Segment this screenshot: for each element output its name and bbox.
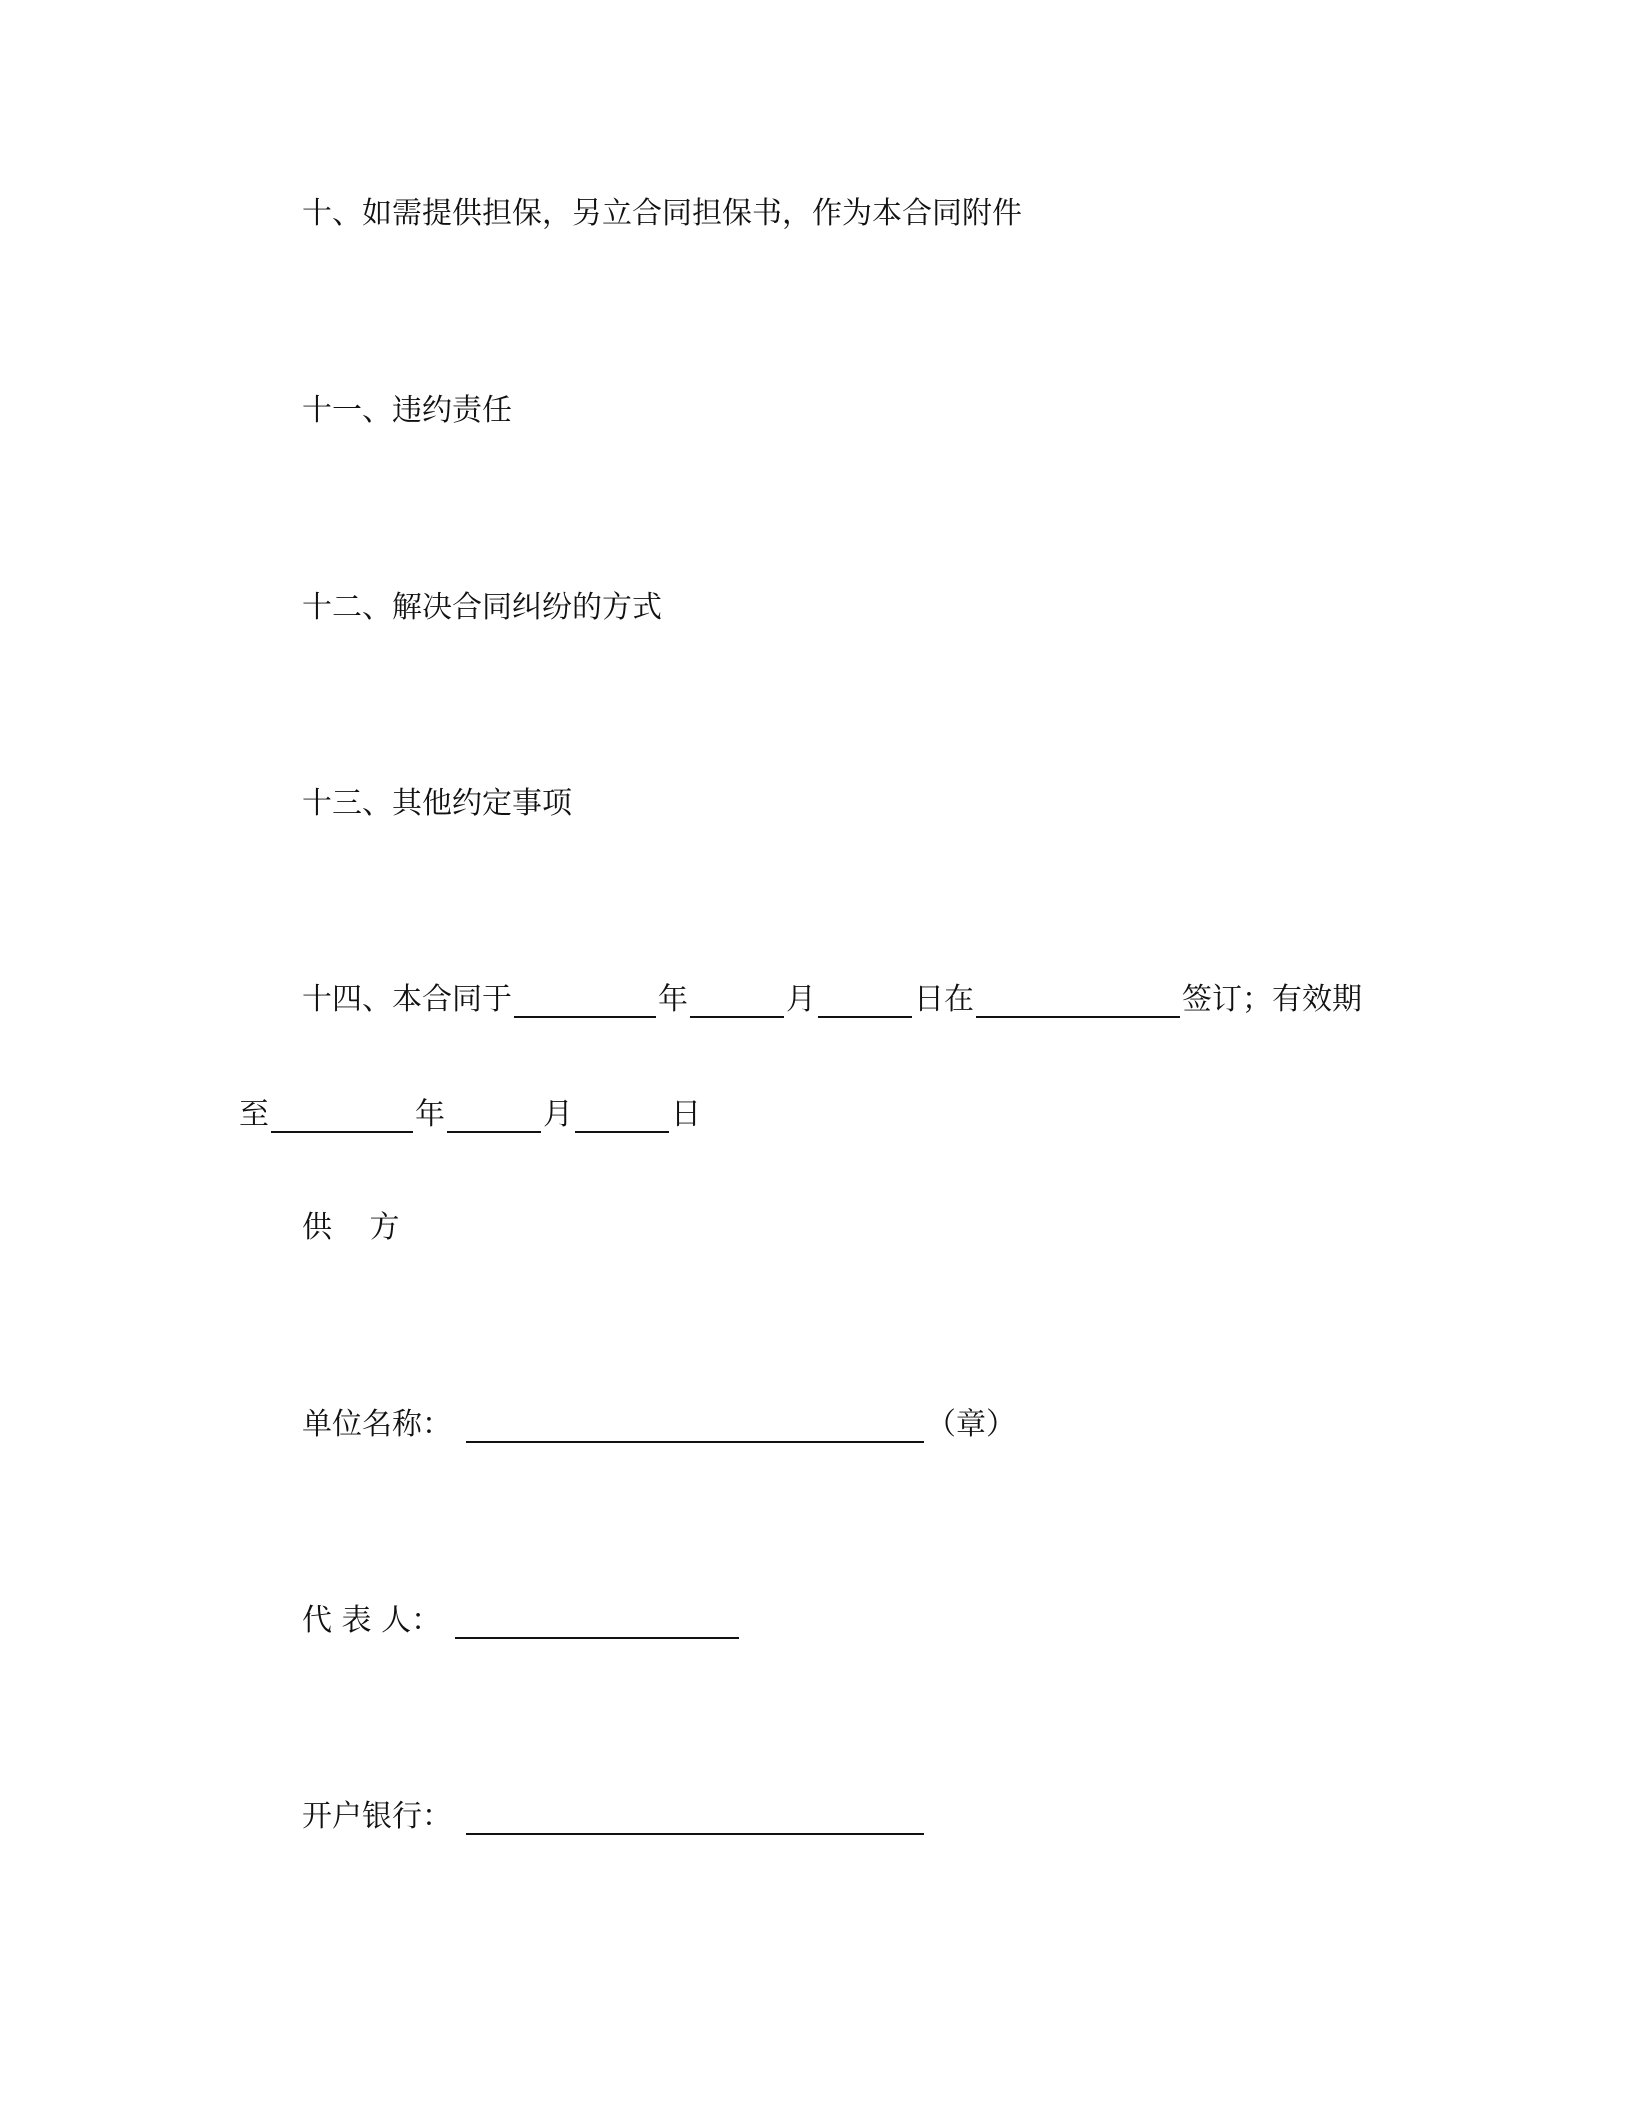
clause-13-text: 十三、其他约定事项	[302, 786, 572, 821]
clause-10	[302, 196, 1022, 232]
supplier-heading-text: 供 方	[302, 1210, 414, 1245]
clause-12	[302, 590, 662, 626]
bank-row	[302, 1799, 926, 1835]
sign-place-field[interactable]	[976, 986, 1180, 1018]
month-label-2: 月	[543, 1097, 573, 1132]
day-at-label: 日在	[914, 982, 974, 1017]
sign-day-field[interactable]	[818, 986, 912, 1018]
representative-field[interactable]	[455, 1607, 739, 1639]
clause-11	[302, 393, 512, 429]
year-label-2: 年	[415, 1097, 445, 1132]
month-label: 月	[786, 982, 816, 1017]
clause-14-prefix: 十四、本合同于	[302, 982, 512, 1017]
day-label-2: 日	[671, 1097, 701, 1132]
supplier-heading	[302, 1210, 414, 1246]
year-label: 年	[658, 982, 688, 1017]
clause-11-text: 十一、违约责任	[302, 393, 512, 428]
unit-name-row	[302, 1407, 1016, 1443]
clause-14-line-2	[239, 1097, 701, 1133]
valid-day-field[interactable]	[575, 1101, 669, 1133]
valid-month-field[interactable]	[447, 1101, 541, 1133]
signed-validity-label: 签订；有效期	[1182, 982, 1362, 1017]
representative-label: 代 表 人：	[302, 1603, 442, 1638]
clause-12-text: 十二、解决合同纠纷的方式	[302, 590, 662, 625]
clause-10-text: 十、如需提供担保，另立合同担保书，作为本合同附件	[302, 196, 1022, 231]
to-label: 至	[239, 1097, 269, 1132]
bank-field[interactable]	[466, 1803, 924, 1835]
sign-year-field[interactable]	[514, 986, 656, 1018]
bank-label: 开户银行：	[302, 1799, 452, 1834]
unit-name-field[interactable]	[466, 1411, 924, 1443]
sign-month-field[interactable]	[690, 986, 784, 1018]
unit-name-label: 单位名称：	[302, 1407, 452, 1442]
clause-13	[302, 786, 572, 822]
seal-label: （章）	[926, 1407, 1016, 1442]
representative-row	[302, 1603, 741, 1639]
valid-year-field[interactable]	[271, 1101, 413, 1133]
clause-14-line-1	[302, 982, 1362, 1018]
